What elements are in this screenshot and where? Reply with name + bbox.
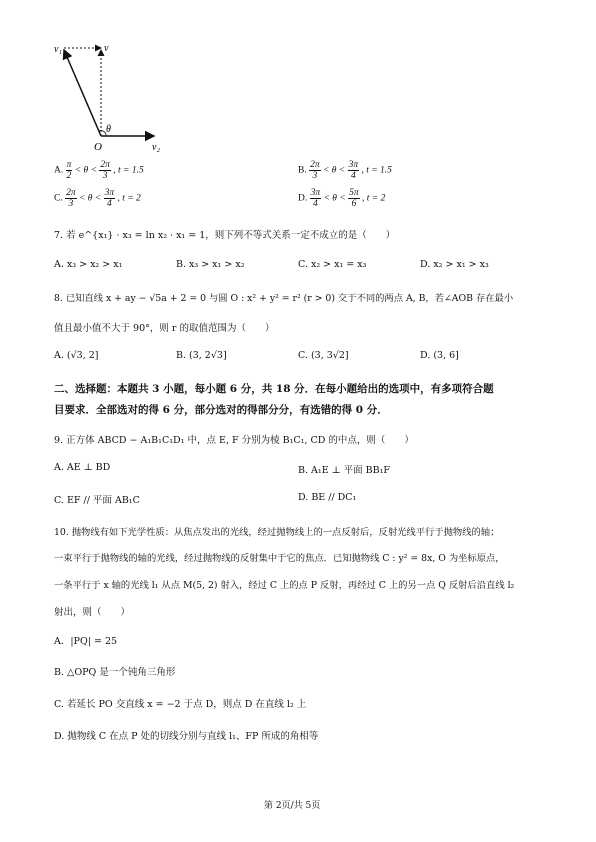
q6-option-d: D. $\frac{3\pi}{4}$ < θ < $\frac{5\pi}{6}$ , t = 2 xyxy=(298,188,386,209)
q7-option-d: D. x₂ > x₁ > x₃ xyxy=(420,259,489,270)
label-O: O xyxy=(94,141,102,153)
label-theta: θ xyxy=(106,124,111,135)
q8-stem-line2: 值且最小值不大于 90°，则 r 的取值范围为（ ） xyxy=(54,323,275,334)
q10-stem-line2: 一束平行于抛物线的轴的光线，经过抛物线的反射集中于它的焦点．已知抛物线 C : y² = 8x, O 为坐标原点， xyxy=(54,553,505,564)
label-v2: v₂ xyxy=(152,142,160,153)
q10-option-c: C. 若延长 PO 交直线 x = −2 于点 D，则点 D 在直线 l₂ 上 xyxy=(54,699,307,710)
q10-option-d: D. 抛物线 C 在点 P 处的切线分别与直线 l₁、FP 所成的角相等 xyxy=(54,731,319,742)
label-v: v xyxy=(104,43,109,54)
q6-option-c: C. $\frac{2\pi}{3}$ < θ < $\frac{3\pi}{4}$ , t = 2 xyxy=(54,188,141,209)
q9-option-b: B. A₁E ⊥ 平面 BB₁F xyxy=(298,465,390,476)
q7-option-b: B. x₃ > x₁ > x₂ xyxy=(176,259,245,270)
section2-heading-line2: 目要求．全部选对的得 6 分，部分选对的得部分分，有选错的得 0 分． xyxy=(54,404,388,416)
q10-option-b: B. △OPQ 是一个钝角三角形 xyxy=(54,667,176,678)
v1-vector xyxy=(64,50,101,136)
q7-option-c: C. x₂ > x₁ = x₃ xyxy=(298,259,367,270)
q8-stem-line1: 8. 已知直线 x + ay − √5a + 2 = 0 与圆 O : x² + y² = r² (r > 0) 交于不同的两点 A, B，若∠AOB 存在最小 xyxy=(54,293,514,304)
velocity-diagram xyxy=(44,38,174,156)
q10-stem-line3: 一条平行于 x 轴的光线 l₁ 从点 M(5, 2) 射入，经过 C 上的点 P 反射，再经过 C 上的另一点 Q 反射后沿直线 l₂ xyxy=(54,580,515,591)
q7-stem: 7. 若 e^{x₁} · x₃ = ln x₂ · x₁ = 1，则下列不等式关系一定不成立的是（ ） xyxy=(54,230,396,241)
q8-option-b: B. (3, 2√3] xyxy=(176,350,227,361)
q6-option-b: B. $\frac{2\pi}{3}$ < θ < $\frac{3\pi}{4}$ , t = 1.5 xyxy=(298,160,392,181)
q10-option-a: A．|PQ| = 25 xyxy=(54,636,118,647)
page-footer: 第 2页/共 5页 xyxy=(264,801,321,811)
q9-option-c: C. EF // 平面 AB₁C xyxy=(54,495,140,506)
q6-option-a: A. $\frac{\pi}{2}$ < θ < $\frac{2\pi}{3}$ , t = 1.5 xyxy=(54,160,144,181)
q10-stem-line4: 射出，则（ ） xyxy=(54,607,131,618)
q9-option-d: D. BE // DC₁ xyxy=(298,492,357,503)
q9-option-a: A. AE ⊥ BD xyxy=(54,462,111,473)
q7-option-a: A. x₃ > x₂ > x₁ xyxy=(54,259,123,270)
label-v1: v₁ xyxy=(54,44,62,55)
q8-option-a: A. (√3, 2] xyxy=(54,350,99,361)
q8-option-d: D. (3, 6] xyxy=(420,350,459,361)
q9-stem: 9. 正方体 ABCD − A₁B₁C₁D₁ 中，点 E, F 分别为棱 B₁C₁, CD 的中点，则（ ） xyxy=(54,435,414,446)
section2-heading-line1: 二、选择题：本题共 3 小题，每小题 6 分，共 18 分．在每小题给出的选项中，有多项符合题 xyxy=(54,383,494,395)
q8-option-c: C. (3, 3√2] xyxy=(298,350,349,361)
q10-stem-line1: 10. 抛物线有如下光学性质：从焦点发出的光线，经过抛物线上的一点反射后，反射光线平行于抛物线的轴； xyxy=(54,527,500,538)
